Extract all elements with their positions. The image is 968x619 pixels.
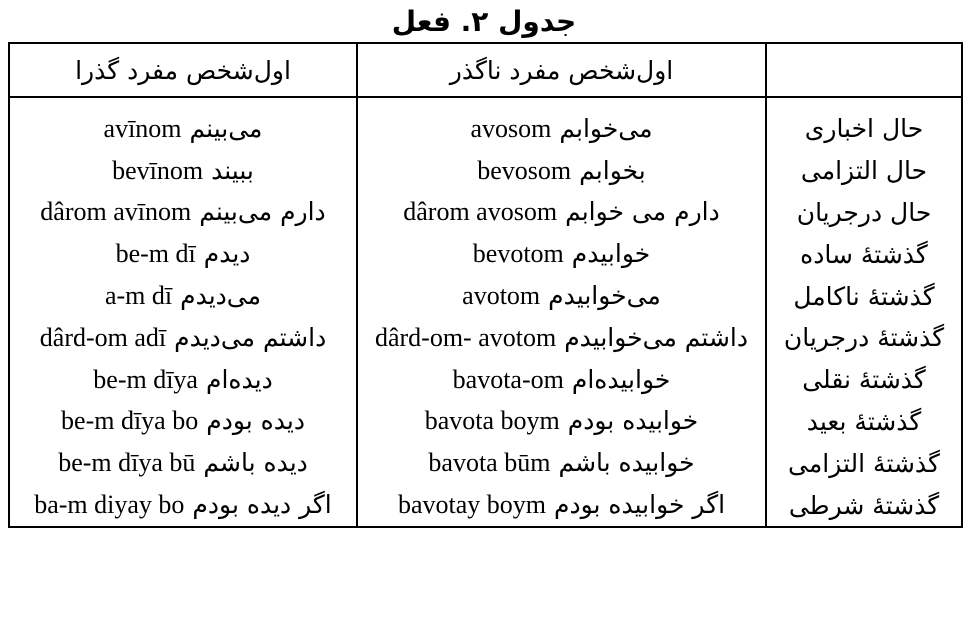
table-row xyxy=(9,317,962,359)
intransitive-persian: خوابیده بودم xyxy=(567,406,699,436)
transitive-persian: دیده باشم xyxy=(203,448,308,478)
intransitive-latin: avosom xyxy=(470,113,552,143)
table-row xyxy=(9,97,962,150)
intransitive-latin: bavota-om xyxy=(452,364,564,394)
intransitive-cell xyxy=(357,359,766,401)
transitive-persian: دیده بودم xyxy=(206,406,305,436)
row-category: گذشتهٔ درجریان xyxy=(766,317,962,359)
verb-table xyxy=(8,42,963,528)
row-category: گذشتهٔ نقلی xyxy=(766,359,962,401)
intransitive-latin: dârom avosom xyxy=(403,197,558,227)
transitive-latin: be-m dīya bū xyxy=(58,448,196,478)
transitive-latin: dârom avīnom xyxy=(40,197,192,227)
header-intransitive: اول‌شخص مفرد ناگذر xyxy=(357,43,766,97)
transitive-persian: دیده‌ام xyxy=(205,364,273,394)
row-category: حال التزامی xyxy=(766,150,962,192)
header-transitive: اول‌شخص مفرد گذرا xyxy=(9,43,357,97)
row-category: حال درجریان xyxy=(766,192,962,234)
intransitive-cell xyxy=(357,317,766,359)
transitive-cell xyxy=(9,359,357,401)
transitive-cell xyxy=(9,317,357,359)
intransitive-latin: avotom xyxy=(462,281,541,311)
intransitive-persian: می‌خوابیدم xyxy=(548,281,661,311)
table-row xyxy=(9,150,962,192)
row-category: حال اخباری xyxy=(766,97,962,150)
table-row xyxy=(9,192,962,234)
table-row xyxy=(9,484,962,527)
transitive-persian: اگر دیده بودم xyxy=(192,490,332,520)
transitive-persian: دیدم xyxy=(203,239,251,269)
intransitive-cell xyxy=(357,97,766,150)
transitive-cell xyxy=(9,192,357,234)
row-category: گذشتهٔ ناکامل xyxy=(766,275,962,317)
intransitive-latin: dârd-om- avotom xyxy=(374,322,557,352)
transitive-cell xyxy=(9,275,357,317)
table-row xyxy=(9,275,962,317)
transitive-cell xyxy=(9,97,357,150)
intransitive-cell xyxy=(357,192,766,234)
intransitive-cell xyxy=(357,233,766,275)
intransitive-persian: خوابیدم xyxy=(571,239,651,269)
transitive-persian: داشتم می‌دیدم xyxy=(174,322,327,352)
row-category: گذشتهٔ شرطی xyxy=(766,484,962,527)
intransitive-latin: bavota būm xyxy=(428,448,551,478)
transitive-latin: a-m dī xyxy=(104,281,173,311)
transitive-latin: bevīnom xyxy=(112,155,204,185)
transitive-persian: می‌بینم xyxy=(189,113,263,143)
transitive-latin: dârd-om adī xyxy=(39,322,167,352)
transitive-persian: ببیند xyxy=(211,155,254,185)
table-row xyxy=(9,442,962,484)
transitive-persian: می‌دیدم xyxy=(180,281,262,311)
transitive-latin: ba-m diyay bo xyxy=(34,490,185,520)
table-row xyxy=(9,401,962,443)
intransitive-latin: bavota boym xyxy=(424,406,560,436)
intransitive-persian: بخوابم xyxy=(579,155,646,185)
row-category: گذشتهٔ التزامی xyxy=(766,442,962,484)
intransitive-persian: خوابیده باشم xyxy=(558,448,695,478)
table-row xyxy=(9,359,962,401)
row-category: گذشتهٔ ساده xyxy=(766,233,962,275)
intransitive-cell xyxy=(357,275,766,317)
header-row xyxy=(9,43,962,97)
transitive-cell xyxy=(9,442,357,484)
table-row xyxy=(9,233,962,275)
transitive-latin: be-m dīya bo xyxy=(61,406,199,436)
intransitive-latin: bavotay boym xyxy=(397,490,546,520)
intransitive-cell xyxy=(357,401,766,443)
transitive-cell xyxy=(9,401,357,443)
intransitive-latin: bevotom xyxy=(472,239,564,269)
intransitive-persian: داشتم می‌خوابیدم xyxy=(564,322,749,352)
intransitive-persian: دارم می خوابم xyxy=(565,197,720,227)
row-category: گذشتهٔ بعید xyxy=(766,401,962,443)
intransitive-persian: خوابیده‌ام xyxy=(571,364,671,394)
transitive-latin: avīnom xyxy=(103,113,182,143)
transitive-latin: be-m dī xyxy=(115,239,196,269)
intransitive-latin: bevosom xyxy=(477,155,572,185)
intransitive-cell xyxy=(357,442,766,484)
transitive-cell xyxy=(9,233,357,275)
intransitive-persian: می‌خوابم xyxy=(559,113,653,143)
transitive-cell xyxy=(9,150,357,192)
transitive-persian: دارم می‌بینم xyxy=(199,197,326,227)
transitive-latin: be-m dīya xyxy=(93,364,198,394)
table-title: جدول ۲. فعل xyxy=(391,5,577,38)
header-category xyxy=(766,43,962,97)
intransitive-cell xyxy=(357,150,766,192)
intransitive-persian: اگر خوابیده بودم xyxy=(553,490,726,520)
transitive-cell xyxy=(9,484,357,527)
intransitive-cell xyxy=(357,484,766,527)
